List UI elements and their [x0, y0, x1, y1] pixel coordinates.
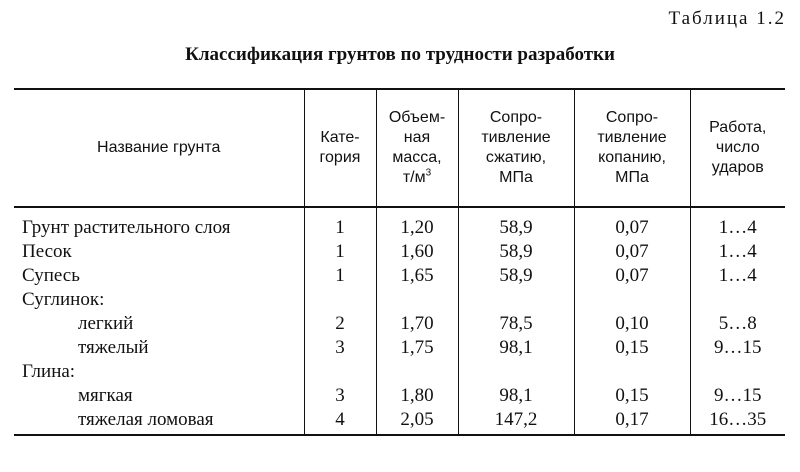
cell-digging-resistance: 0,15 — [574, 336, 690, 360]
cell-category — [304, 360, 376, 384]
cell-blow-count — [690, 360, 785, 384]
cell-compression-resistance: 78,5 — [458, 312, 574, 336]
cell-digging-resistance: 0,15 — [574, 384, 690, 408]
table-row — [14, 384, 785, 408]
cell-soil-name: Супесь — [22, 265, 80, 286]
table-row — [14, 360, 785, 384]
header-soil-name: Название грунта — [14, 89, 304, 207]
table-title: Классификация грунтов по трудности разработки — [185, 44, 615, 65]
cell-soil-name: Песок — [22, 241, 72, 262]
cell-density: 1,70 — [376, 312, 458, 336]
cell-digging-resistance: 0,07 — [574, 240, 690, 264]
cell-density: 2,05 — [376, 408, 458, 435]
cell-blow-count: 9…15 — [690, 336, 785, 360]
cell-digging-resistance: 0,10 — [574, 312, 690, 336]
cell-compression-resistance: 58,9 — [458, 264, 574, 288]
table-row — [14, 408, 785, 435]
cell-category: 3 — [304, 336, 376, 360]
cell-density — [376, 360, 458, 384]
cell-density: 1,60 — [376, 240, 458, 264]
soil-classification-table — [14, 88, 785, 436]
cell-compression-resistance: 98,1 — [458, 384, 574, 408]
cell-category: 1 — [304, 264, 376, 288]
table-body — [14, 207, 785, 435]
cell-category: 4 — [304, 408, 376, 435]
cell-digging-resistance — [574, 288, 690, 312]
cell-digging-resistance: 0,07 — [574, 207, 690, 240]
table-row — [14, 240, 785, 264]
cell-digging-resistance: 0,07 — [574, 264, 690, 288]
table-number-label: Таблица 1.2 — [668, 8, 786, 29]
cell-blow-count: 5…8 — [690, 312, 785, 336]
cell-compression-resistance — [458, 360, 574, 384]
cell-density: 1,65 — [376, 264, 458, 288]
cell-category: 1 — [304, 207, 376, 240]
cell-compression-resistance: 98,1 — [458, 336, 574, 360]
cell-soil-name: мягкая — [78, 385, 133, 406]
table-row — [14, 264, 785, 288]
cell-category: 2 — [304, 312, 376, 336]
header-blow-count: Работа, число ударов — [690, 89, 785, 207]
cell-blow-count: 1…4 — [690, 240, 785, 264]
header-compression-resistance: Сопро- тивление сжатию, МПа — [458, 89, 574, 207]
table-row — [14, 312, 785, 336]
cell-digging-resistance — [574, 360, 690, 384]
table-row — [14, 288, 785, 312]
cell-density: 1,80 — [376, 384, 458, 408]
header-row — [14, 89, 785, 207]
cell-density: 1,20 — [376, 207, 458, 240]
cell-compression-resistance: 147,2 — [458, 408, 574, 435]
cell-category: 1 — [304, 240, 376, 264]
cell-compression-resistance: 58,9 — [458, 240, 574, 264]
header-density: Объем- ная масса, $т/м^3$ — [376, 89, 458, 207]
cell-density — [376, 288, 458, 312]
cell-soil-name: легкий — [78, 313, 134, 334]
cell-soil-name: Суглинок: — [22, 289, 105, 310]
cell-soil-name: тяжелая ломовая — [14, 408, 304, 435]
cell-digging-resistance: 0,17 — [574, 408, 690, 435]
cell-blow-count: 16…35 — [690, 408, 785, 435]
cell-blow-count — [690, 288, 785, 312]
cell-blow-count: 1…4 — [690, 264, 785, 288]
cell-blow-count: 9…15 — [690, 384, 785, 408]
table-row — [14, 207, 785, 240]
cell-blow-count: 1…4 — [690, 207, 785, 240]
cell-category: 3 — [304, 384, 376, 408]
cell-category — [304, 288, 376, 312]
cell-density: 1,75 — [376, 336, 458, 360]
cell-soil-name: тяжелый — [78, 337, 149, 358]
cell-soil-name: Грунт растительного слоя — [22, 217, 231, 238]
cell-compression-resistance — [458, 288, 574, 312]
cell-soil-name: Глина: — [22, 361, 76, 382]
cell-compression-resistance: 58,9 — [458, 207, 574, 240]
header-digging-resistance: Сопро- тивление копанию, МПа — [574, 89, 690, 207]
header-category: Кате- гория — [304, 89, 376, 207]
table-row — [14, 336, 785, 360]
